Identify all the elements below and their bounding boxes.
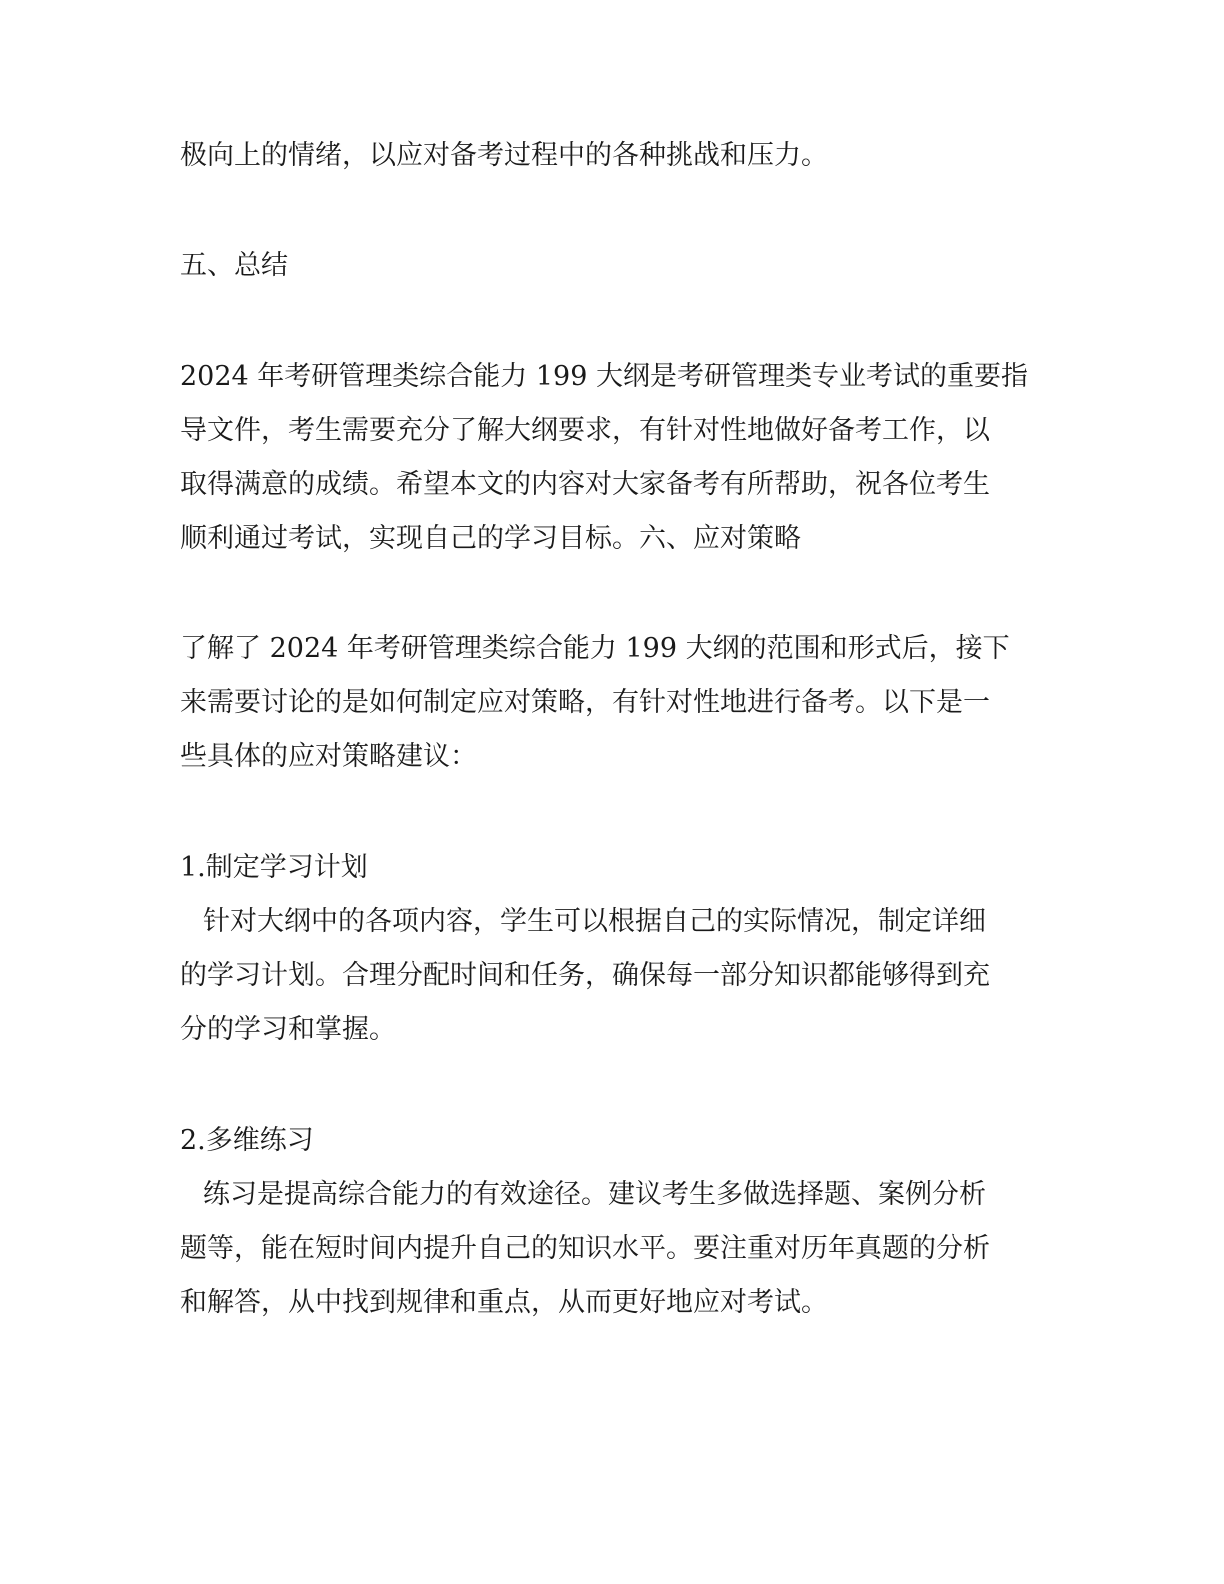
text-line: 针对大纲中的各项内容，学生可以根据自己的实际情况，制定详细 [203,906,986,937]
section-heading-study-plan: 1.制定学习计划 [180,852,368,883]
text-line: 题等，能在短时间内提升自己的知识水平。要注重对历年真题的分析 [180,1233,990,1264]
text-line: 顺利通过考试，实现自己的学习目标。六、应对策略 [180,523,801,554]
text-line: 了解了 2024 年考研管理类综合能力 199 大纲的范围和形式后，接下 [180,633,1010,664]
text-line: 极向上的情绪，以应对备考过程中的各种挑战和压力。 [180,140,828,171]
text-line: 和解答，从中找到规律和重点，从而更好地应对考试。 [180,1287,828,1318]
section-heading-summary: 五、总结 [180,250,288,281]
section-heading-practice: 2.多维练习 [180,1125,314,1156]
text-line: 2024 年考研管理类综合能力 199 大纲是考研管理类专业考试的重要指 [180,361,1028,392]
text-line: 的学习计划。合理分配时间和任务，确保每一部分知识都能够得到充 [180,960,990,991]
text-line: 取得满意的成绩。希望本文的内容对大家备考有所帮助，祝各位考生 [180,469,990,500]
text-line: 些具体的应对策略建议： [180,741,477,772]
text-line: 来需要讨论的是如何制定应对策略，有针对性地进行备考。以下是一 [180,687,990,718]
text-line: 导文件，考生需要充分了解大纲要求，有针对性地做好备考工作，以 [180,415,990,446]
text-line: 分的学习和掌握。 [180,1014,396,1045]
text-line: 练习是提高综合能力的有效途径。建议考生多做选择题、案例分析 [203,1179,986,1210]
